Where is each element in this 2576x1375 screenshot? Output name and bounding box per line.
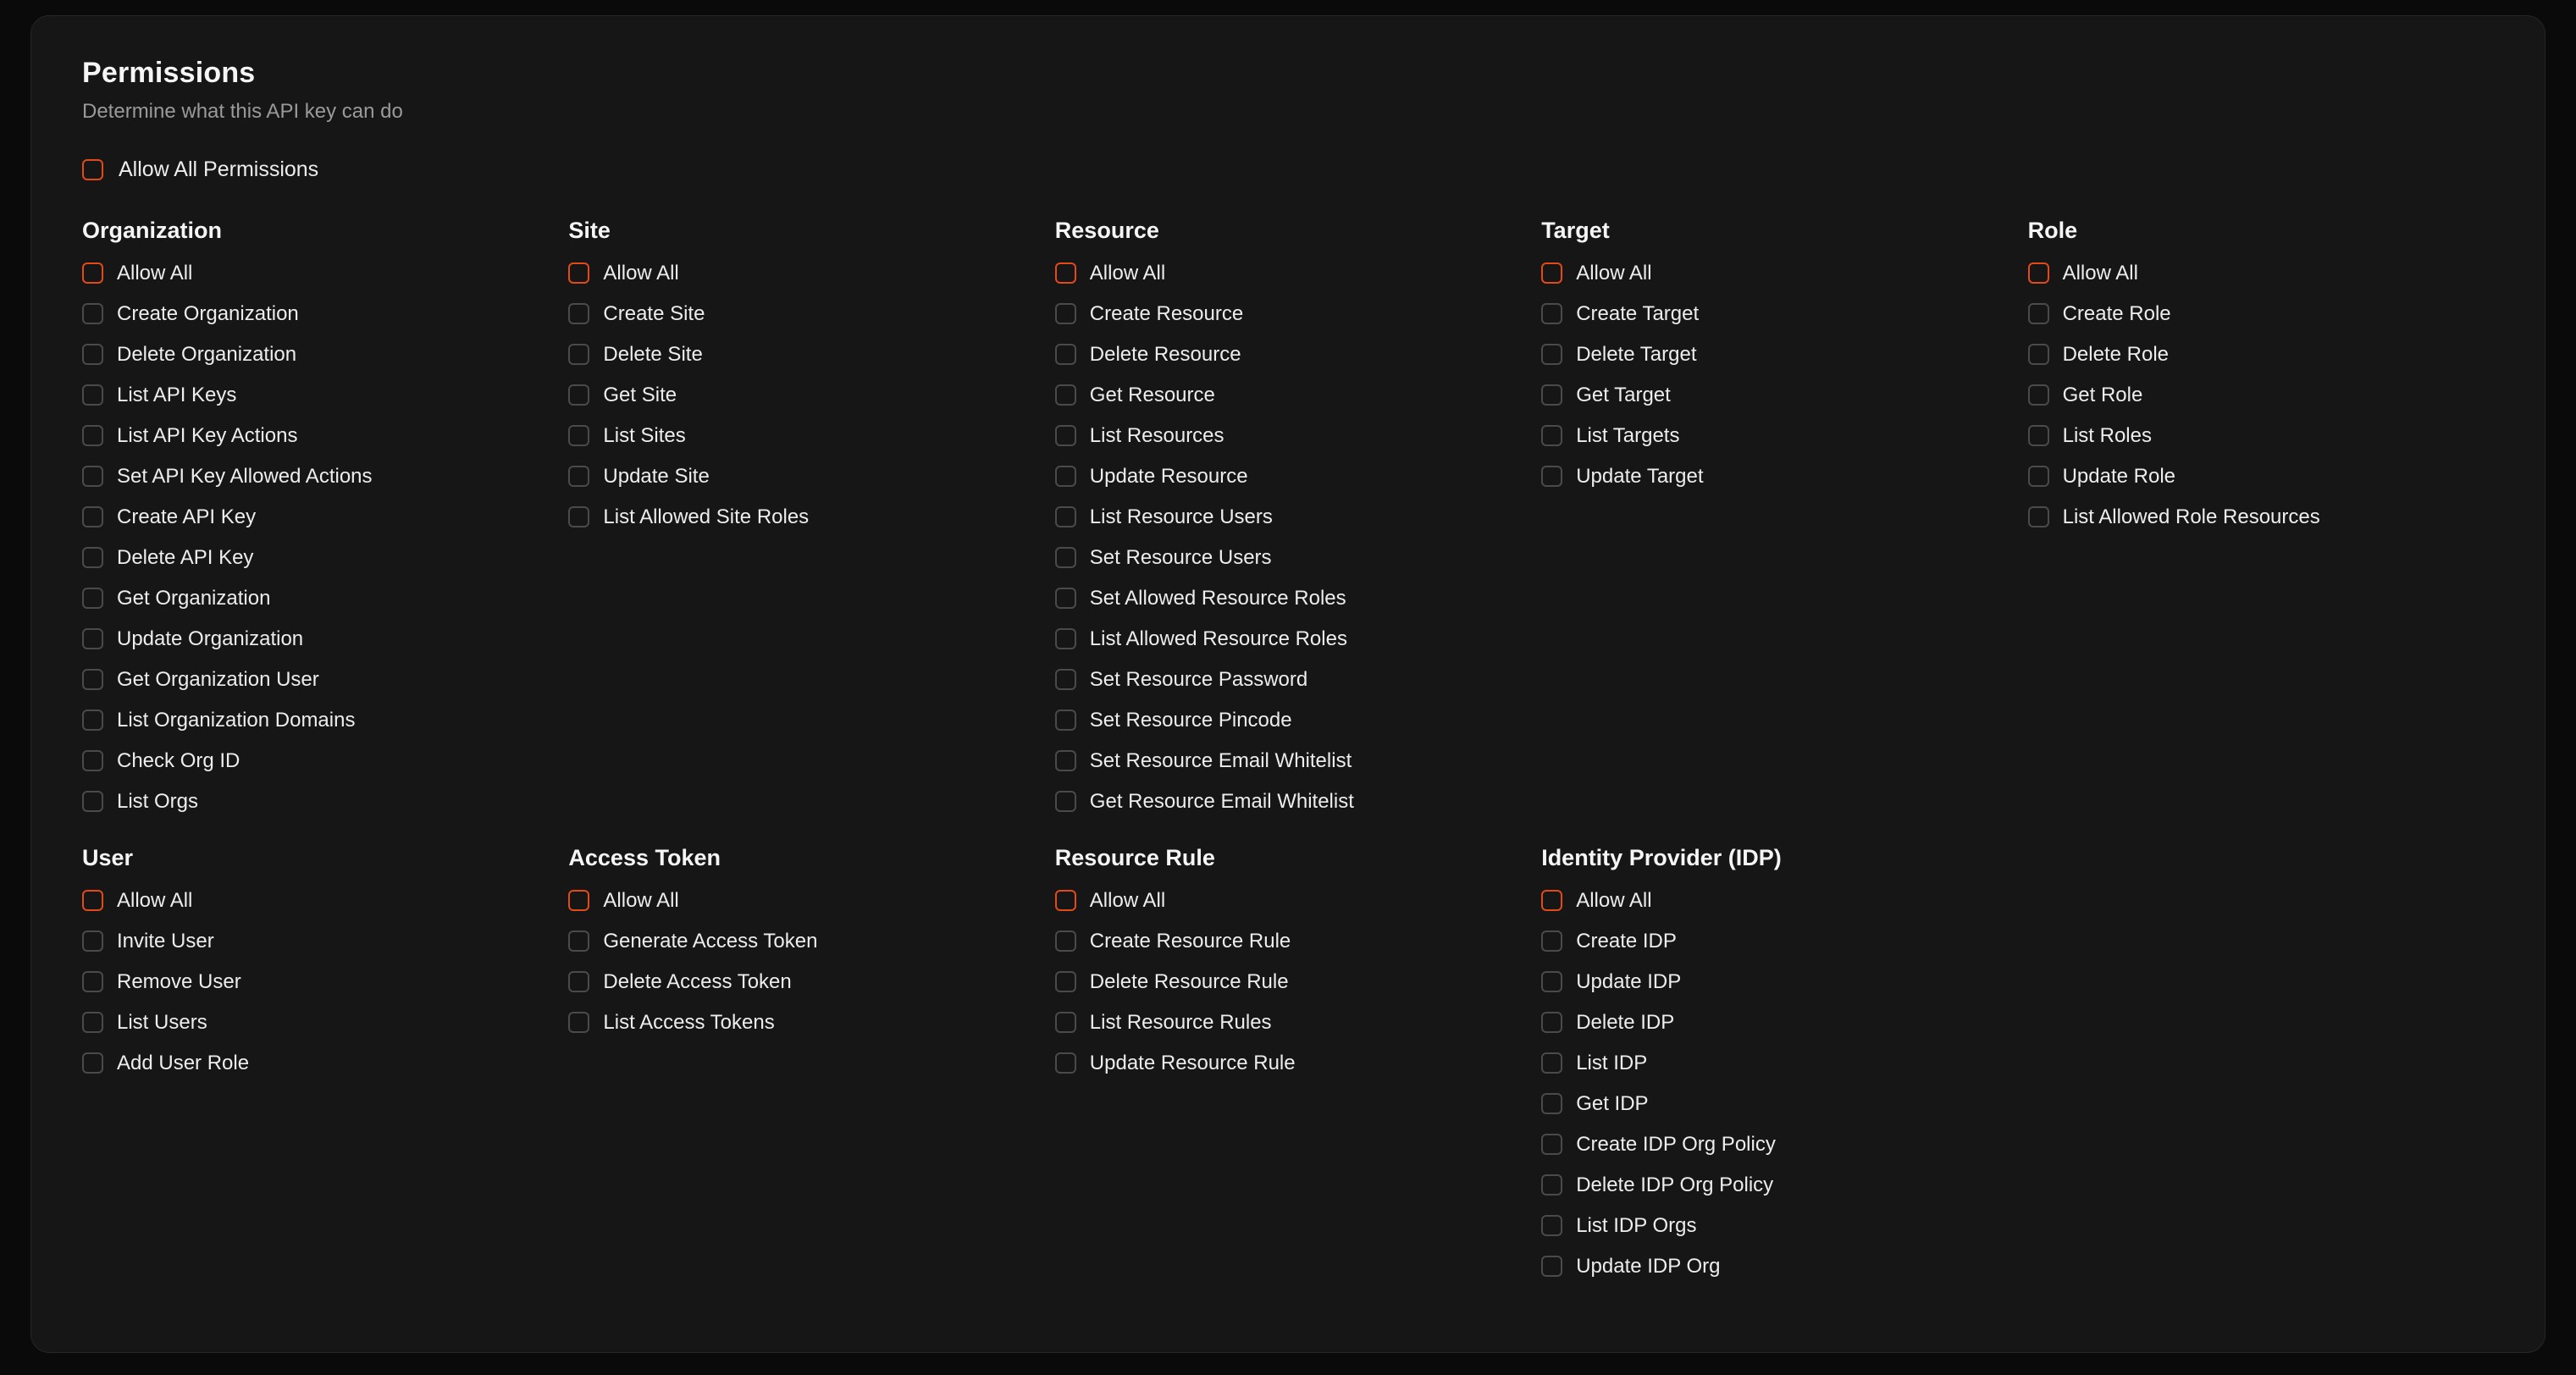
- permission-item-identity-provider-idp-create-idp-org-policy[interactable]: [1541, 1134, 2007, 1155]
- permission-item-label: Set Allowed Resource Roles: [1089, 586, 1346, 610]
- permission-item-label: Get Site: [603, 383, 677, 406]
- permission-item-label: Allow All: [603, 261, 679, 284]
- checkbox-icon[interactable]: [568, 1012, 589, 1033]
- permission-item-label: Delete Resource: [1089, 342, 1241, 366]
- permission-item-access-token-list-access-tokens[interactable]: [568, 1012, 1034, 1033]
- permission-group-organization: [82, 218, 548, 831]
- permission-item-label: Delete Site: [603, 342, 703, 366]
- checkbox-icon[interactable]: [1541, 384, 1562, 406]
- permission-item-label: List Resources: [1089, 423, 1224, 447]
- permission-item-label: Set API Key Allowed Actions: [117, 464, 373, 488]
- permission-item-resource-rule-allow-all[interactable]: [1055, 890, 1521, 911]
- permission-item-identity-provider-idp-allow-all[interactable]: [1541, 890, 2007, 911]
- permission-item-label: Update Organization: [117, 627, 304, 650]
- permission-item-user-remove-user[interactable]: [82, 971, 548, 992]
- permission-item-label: Allow All: [1089, 888, 1166, 912]
- permission-item-identity-provider-idp-update-idp[interactable]: [1541, 971, 2007, 992]
- permission-item-label: Allow All: [1576, 888, 1652, 912]
- permission-item-organization-create-api-key[interactable]: [82, 506, 548, 527]
- permission-item-label: List Resource Rules: [1089, 1010, 1272, 1034]
- checkbox-icon[interactable]: [1541, 930, 1562, 952]
- permission-item-label: Generate Access Token: [603, 929, 818, 953]
- permission-item-identity-provider-idp-list-idp[interactable]: [1541, 1052, 2007, 1074]
- permission-group-title: Resource Rule: [1054, 845, 1215, 870]
- permission-item-label: Create IDP Org Policy: [1576, 1132, 1776, 1156]
- permission-item-role-create-role[interactable]: [2028, 303, 2494, 324]
- permission-item-label: Allow All: [2062, 261, 2138, 284]
- permission-item-resource-rule-create-resource-rule[interactable]: [1055, 930, 1521, 952]
- permissions-panel: [30, 15, 2546, 1353]
- checkbox-icon[interactable]: [2028, 506, 2049, 527]
- checkbox-icon[interactable]: [1541, 1256, 1562, 1277]
- permission-item-label: Allow All: [117, 261, 193, 284]
- allow-all-permissions-checkbox[interactable]: [82, 159, 103, 180]
- permission-item-resource-list-resources[interactable]: [1055, 425, 1521, 446]
- checkbox-icon[interactable]: [568, 466, 589, 487]
- checkbox-icon[interactable]: [2028, 384, 2049, 406]
- page-subtitle: Determine what this API key can do: [82, 100, 403, 123]
- permission-group-title: Site: [568, 218, 611, 243]
- checkbox-icon[interactable]: [1541, 1215, 1562, 1236]
- checkbox-icon[interactable]: [568, 303, 589, 324]
- checkbox-icon[interactable]: [1055, 710, 1076, 731]
- permission-item-resource-update-resource[interactable]: [1055, 466, 1521, 487]
- permission-item-label: Set Resource Email Whitelist: [1089, 748, 1352, 772]
- permission-item-label: Create Resource Rule: [1089, 929, 1291, 953]
- permission-item-identity-provider-idp-update-idp-org[interactable]: [1541, 1256, 2007, 1277]
- permission-item-label: List API Keys: [117, 383, 237, 406]
- checkbox-icon[interactable]: [82, 628, 103, 649]
- permission-item-organization-create-organization[interactable]: [82, 303, 548, 324]
- permission-item-resource-set-resource-password[interactable]: [1055, 669, 1521, 690]
- checkbox-icon[interactable]: [568, 506, 589, 527]
- permission-item-resource-set-allowed-resource-roles[interactable]: [1055, 588, 1521, 609]
- permission-item-resource-set-resource-email-whitelist[interactable]: [1055, 750, 1521, 771]
- checkbox-icon[interactable]: [1055, 971, 1076, 992]
- permission-item-label: Create Site: [603, 301, 705, 325]
- checkbox-icon[interactable]: [1541, 1174, 1562, 1196]
- permission-item-label: List Allowed Role Resources: [2062, 505, 2320, 528]
- checkbox-icon[interactable]: [2028, 262, 2049, 284]
- permission-group-site: [568, 218, 1034, 831]
- permission-item-label: List Organization Domains: [117, 708, 356, 732]
- permission-item-label: Create Organization: [117, 301, 299, 325]
- checkbox-icon[interactable]: [82, 791, 103, 812]
- checkbox-icon[interactable]: [1541, 890, 1562, 911]
- checkbox-icon[interactable]: [82, 669, 103, 690]
- permission-item-user-invite-user[interactable]: [82, 930, 548, 952]
- layout-spacer: [2028, 845, 2494, 1296]
- permission-item-label: Remove User: [117, 969, 241, 993]
- permission-item-target-get-target[interactable]: [1541, 384, 2007, 406]
- permission-group-resource-rule: [1055, 845, 1521, 1296]
- checkbox-icon[interactable]: [2028, 303, 2049, 324]
- checkbox-icon[interactable]: [1055, 344, 1076, 365]
- permission-item-identity-provider-idp-list-idp-orgs[interactable]: [1541, 1215, 2007, 1236]
- checkbox-icon[interactable]: [82, 466, 103, 487]
- permission-item-identity-provider-idp-delete-idp-org-policy[interactable]: [1541, 1174, 2007, 1196]
- checkbox-icon[interactable]: [568, 344, 589, 365]
- permission-item-label: List IDP Orgs: [1576, 1213, 1697, 1237]
- permission-item-resource-allow-all[interactable]: [1055, 262, 1521, 284]
- permission-item-label: Delete Organization: [117, 342, 297, 366]
- permission-item-label: Create IDP: [1576, 929, 1677, 953]
- permission-item-label: List Allowed Site Roles: [603, 505, 810, 528]
- permission-group-title: Access Token: [568, 845, 721, 870]
- permission-item-label: Update Target: [1576, 464, 1704, 488]
- permission-item-label: Delete IDP: [1576, 1010, 1675, 1034]
- checkbox-icon[interactable]: [568, 425, 589, 446]
- permission-item-site-get-site[interactable]: [568, 384, 1034, 406]
- checkbox-icon[interactable]: [1541, 1052, 1562, 1074]
- permission-group-role: [2028, 218, 2494, 831]
- permission-item-access-token-delete-access-token[interactable]: [568, 971, 1034, 992]
- permission-item-resource-rule-delete-resource-rule[interactable]: [1055, 971, 1521, 992]
- checkbox-icon[interactable]: [1055, 547, 1076, 568]
- permission-group-access-token: [568, 845, 1034, 1296]
- checkbox-icon[interactable]: [82, 710, 103, 731]
- checkbox-icon[interactable]: [82, 930, 103, 952]
- permission-groups-row-1: [82, 218, 2494, 831]
- permission-item-label: Delete Access Token: [603, 969, 792, 993]
- permission-item-label: Delete Target: [1576, 342, 1697, 366]
- permission-item-label: Update Role: [2062, 464, 2176, 488]
- permission-item-label: List Allowed Resource Roles: [1089, 627, 1347, 650]
- checkbox-icon[interactable]: [1055, 466, 1076, 487]
- permission-item-identity-provider-idp-delete-idp[interactable]: [1541, 1012, 2007, 1033]
- permission-item-organization-delete-organization[interactable]: [82, 344, 548, 365]
- checkbox-icon[interactable]: [82, 384, 103, 406]
- permission-item-access-token-generate-access-token[interactable]: [568, 930, 1034, 952]
- checkbox-icon[interactable]: [1055, 930, 1076, 952]
- permission-item-role-list-allowed-role-resources[interactable]: [2028, 506, 2494, 527]
- permission-group-title: Organization: [82, 218, 223, 243]
- checkbox-icon[interactable]: [82, 890, 103, 911]
- permission-group-target: [1541, 218, 2007, 831]
- permission-item-role-get-role[interactable]: [2028, 384, 2494, 406]
- permission-item-label: List Access Tokens: [603, 1010, 775, 1034]
- checkbox-icon[interactable]: [1541, 262, 1562, 284]
- checkbox-icon[interactable]: [1055, 669, 1076, 690]
- checkbox-icon[interactable]: [568, 930, 589, 952]
- permission-item-organization-allow-all[interactable]: [82, 262, 548, 284]
- permission-item-resource-set-resource-users[interactable]: [1055, 547, 1521, 568]
- permission-item-label: Get Target: [1576, 383, 1671, 406]
- permission-item-label: Get Organization User: [117, 667, 319, 691]
- permission-item-label: Get Resource Email Whitelist: [1089, 789, 1354, 813]
- permission-item-label: Set Resource Pincode: [1089, 708, 1292, 732]
- permission-item-label: Check Org ID: [117, 748, 240, 772]
- permission-item-resource-delete-resource[interactable]: [1055, 344, 1521, 365]
- permission-groups-row-2: [82, 845, 2494, 1296]
- checkbox-icon[interactable]: [568, 262, 589, 284]
- permission-item-resource-get-resource-email-whitelist[interactable]: [1055, 791, 1521, 812]
- permission-item-organization-get-organization-user[interactable]: [82, 669, 548, 690]
- checkbox-icon[interactable]: [1055, 750, 1076, 771]
- permission-item-organization-list-api-key-actions[interactable]: [82, 425, 548, 446]
- permission-item-resource-set-resource-pincode[interactable]: [1055, 710, 1521, 731]
- permission-item-organization-list-api-keys[interactable]: [82, 384, 548, 406]
- checkbox-icon[interactable]: [82, 588, 103, 609]
- permission-item-site-list-allowed-site-roles[interactable]: [568, 506, 1034, 527]
- checkbox-icon[interactable]: [1541, 971, 1562, 992]
- permission-item-label: Delete Resource Rule: [1089, 969, 1289, 993]
- permission-item-label: Set Resource Password: [1089, 667, 1308, 691]
- permission-item-label: Update IDP Org: [1576, 1254, 1721, 1278]
- permission-item-label: Create Target: [1576, 301, 1700, 325]
- checkbox-icon[interactable]: [2028, 425, 2049, 446]
- permission-item-organization-list-orgs[interactable]: [82, 791, 548, 812]
- checkbox-icon[interactable]: [568, 971, 589, 992]
- permission-item-organization-set-api-key-allowed-actions[interactable]: [82, 466, 548, 487]
- permission-item-label: Create Role: [2062, 301, 2171, 325]
- allow-all-permissions-label: Allow All Permissions: [119, 157, 319, 181]
- permission-item-organization-get-organization[interactable]: [82, 588, 548, 609]
- checkbox-icon[interactable]: [568, 384, 589, 406]
- permission-item-role-list-roles[interactable]: [2028, 425, 2494, 446]
- permission-item-role-update-role[interactable]: [2028, 466, 2494, 487]
- permission-item-site-create-site[interactable]: [568, 303, 1034, 324]
- permission-item-access-token-allow-all[interactable]: [568, 890, 1034, 911]
- checkbox-icon[interactable]: [1055, 506, 1076, 527]
- checkbox-icon[interactable]: [82, 1012, 103, 1033]
- permission-item-label: Allow All: [117, 888, 193, 912]
- checkbox-icon[interactable]: [1055, 588, 1076, 609]
- checkbox-icon[interactable]: [82, 1052, 103, 1074]
- checkbox-icon[interactable]: [1055, 303, 1076, 324]
- permission-item-label: Get Organization: [117, 586, 271, 610]
- permission-item-label: Allow All: [603, 888, 679, 912]
- permission-item-identity-provider-idp-create-idp[interactable]: [1541, 930, 2007, 952]
- checkbox-icon[interactable]: [1541, 1012, 1562, 1033]
- checkbox-icon[interactable]: [1541, 303, 1562, 324]
- permission-item-label: Get Resource: [1089, 383, 1215, 406]
- checkbox-icon[interactable]: [2028, 344, 2049, 365]
- permission-item-label: Allow All: [1089, 261, 1166, 284]
- permission-group-title: Resource: [1054, 218, 1159, 243]
- checkbox-icon[interactable]: [82, 547, 103, 568]
- permission-item-label: Update IDP: [1576, 969, 1682, 993]
- permission-item-organization-update-organization[interactable]: [82, 628, 548, 649]
- checkbox-icon[interactable]: [82, 506, 103, 527]
- checkbox-icon[interactable]: [82, 303, 103, 324]
- permission-item-label: Get IDP: [1576, 1091, 1649, 1115]
- checkbox-icon[interactable]: [1541, 1134, 1562, 1155]
- checkbox-icon[interactable]: [1541, 466, 1562, 487]
- checkbox-icon[interactable]: [1541, 344, 1562, 365]
- permission-item-label: Delete Role: [2062, 342, 2169, 366]
- permission-item-site-allow-all[interactable]: [568, 262, 1034, 284]
- permission-item-site-delete-site[interactable]: [568, 344, 1034, 365]
- permission-item-resource-list-resource-users[interactable]: [1055, 506, 1521, 527]
- checkbox-icon[interactable]: [2028, 466, 2049, 487]
- permission-item-label: Invite User: [117, 929, 214, 953]
- permission-item-label: List Users: [117, 1010, 207, 1034]
- permission-item-label: List Resource Users: [1089, 505, 1273, 528]
- page-title: Permissions: [82, 57, 256, 89]
- checkbox-icon[interactable]: [1055, 425, 1076, 446]
- checkbox-icon[interactable]: [82, 971, 103, 992]
- permission-item-label: Delete IDP Org Policy: [1576, 1173, 1774, 1196]
- permission-item-label: List Sites: [603, 423, 686, 447]
- permission-item-role-allow-all[interactable]: [2028, 262, 2494, 284]
- permission-item-resource-get-resource[interactable]: [1055, 384, 1521, 406]
- permission-item-identity-provider-idp-get-idp[interactable]: [1541, 1093, 2007, 1114]
- permission-item-resource-list-allowed-resource-roles[interactable]: [1055, 628, 1521, 649]
- permission-item-label: Update Resource Rule: [1089, 1051, 1296, 1074]
- checkbox-icon[interactable]: [82, 425, 103, 446]
- permission-item-site-list-sites[interactable]: [568, 425, 1034, 446]
- permission-group-user: [82, 845, 548, 1296]
- checkbox-icon[interactable]: [82, 262, 103, 284]
- permission-item-label: List Targets: [1576, 423, 1680, 447]
- permission-item-organization-check-org-id[interactable]: [82, 750, 548, 771]
- permission-item-label: List IDP: [1576, 1051, 1648, 1074]
- permission-item-label: List Orgs: [117, 789, 199, 813]
- checkbox-icon[interactable]: [1055, 1012, 1076, 1033]
- checkbox-icon[interactable]: [1055, 890, 1076, 911]
- permission-group-identity-provider-idp: [1541, 845, 2007, 1296]
- checkbox-icon[interactable]: [1055, 262, 1076, 284]
- permission-item-label: Set Resource Users: [1089, 545, 1272, 569]
- permission-item-resource-rule-list-resource-rules[interactable]: [1055, 1012, 1521, 1033]
- permission-group-title: User: [82, 845, 134, 870]
- checkbox-icon[interactable]: [568, 890, 589, 911]
- allow-all-permissions-row[interactable]: [82, 159, 2494, 180]
- permission-item-label: Delete API Key: [117, 545, 254, 569]
- permission-group-title: Target: [1541, 218, 1610, 243]
- checkbox-icon[interactable]: [1055, 1052, 1076, 1074]
- checkbox-icon[interactable]: [1541, 425, 1562, 446]
- checkbox-icon[interactable]: [1541, 1093, 1562, 1114]
- permission-item-organization-delete-api-key[interactable]: [82, 547, 548, 568]
- checkbox-icon[interactable]: [82, 750, 103, 771]
- permission-item-label: Allow All: [1576, 261, 1652, 284]
- permission-item-label: Create Resource: [1089, 301, 1244, 325]
- checkbox-icon[interactable]: [1055, 384, 1076, 406]
- permission-item-label: List API Key Actions: [117, 423, 298, 447]
- checkbox-icon[interactable]: [1055, 791, 1076, 812]
- permission-item-role-delete-role[interactable]: [2028, 344, 2494, 365]
- permission-group-resource: [1055, 218, 1521, 831]
- permission-group-title: Identity Provider (IDP): [1541, 845, 1782, 870]
- permission-item-user-list-users[interactable]: [82, 1012, 548, 1033]
- permission-item-label: Create API Key: [117, 505, 257, 528]
- permission-item-label: Update Resource: [1089, 464, 1248, 488]
- permission-item-resource-create-resource[interactable]: [1055, 303, 1521, 324]
- permission-item-organization-list-organization-domains[interactable]: [82, 710, 548, 731]
- permission-group-title: Role: [2027, 218, 2078, 243]
- permission-item-site-update-site[interactable]: [568, 466, 1034, 487]
- permission-item-target-delete-target[interactable]: [1541, 344, 2007, 365]
- permission-item-label: Update Site: [603, 464, 710, 488]
- permission-item-label: Get Role: [2062, 383, 2143, 406]
- checkbox-icon[interactable]: [82, 344, 103, 365]
- checkbox-icon[interactable]: [1055, 628, 1076, 649]
- permission-item-user-allow-all[interactable]: [82, 890, 548, 911]
- permission-item-target-allow-all[interactable]: [1541, 262, 2007, 284]
- permission-item-label: Add User Role: [117, 1051, 250, 1074]
- permission-item-target-list-targets[interactable]: [1541, 425, 2007, 446]
- permission-item-user-add-user-role[interactable]: [82, 1052, 548, 1074]
- permission-item-resource-rule-update-resource-rule[interactable]: [1055, 1052, 1521, 1074]
- permission-item-label: List Roles: [2062, 423, 2152, 447]
- permission-item-target-update-target[interactable]: [1541, 466, 2007, 487]
- permission-item-target-create-target[interactable]: [1541, 303, 2007, 324]
